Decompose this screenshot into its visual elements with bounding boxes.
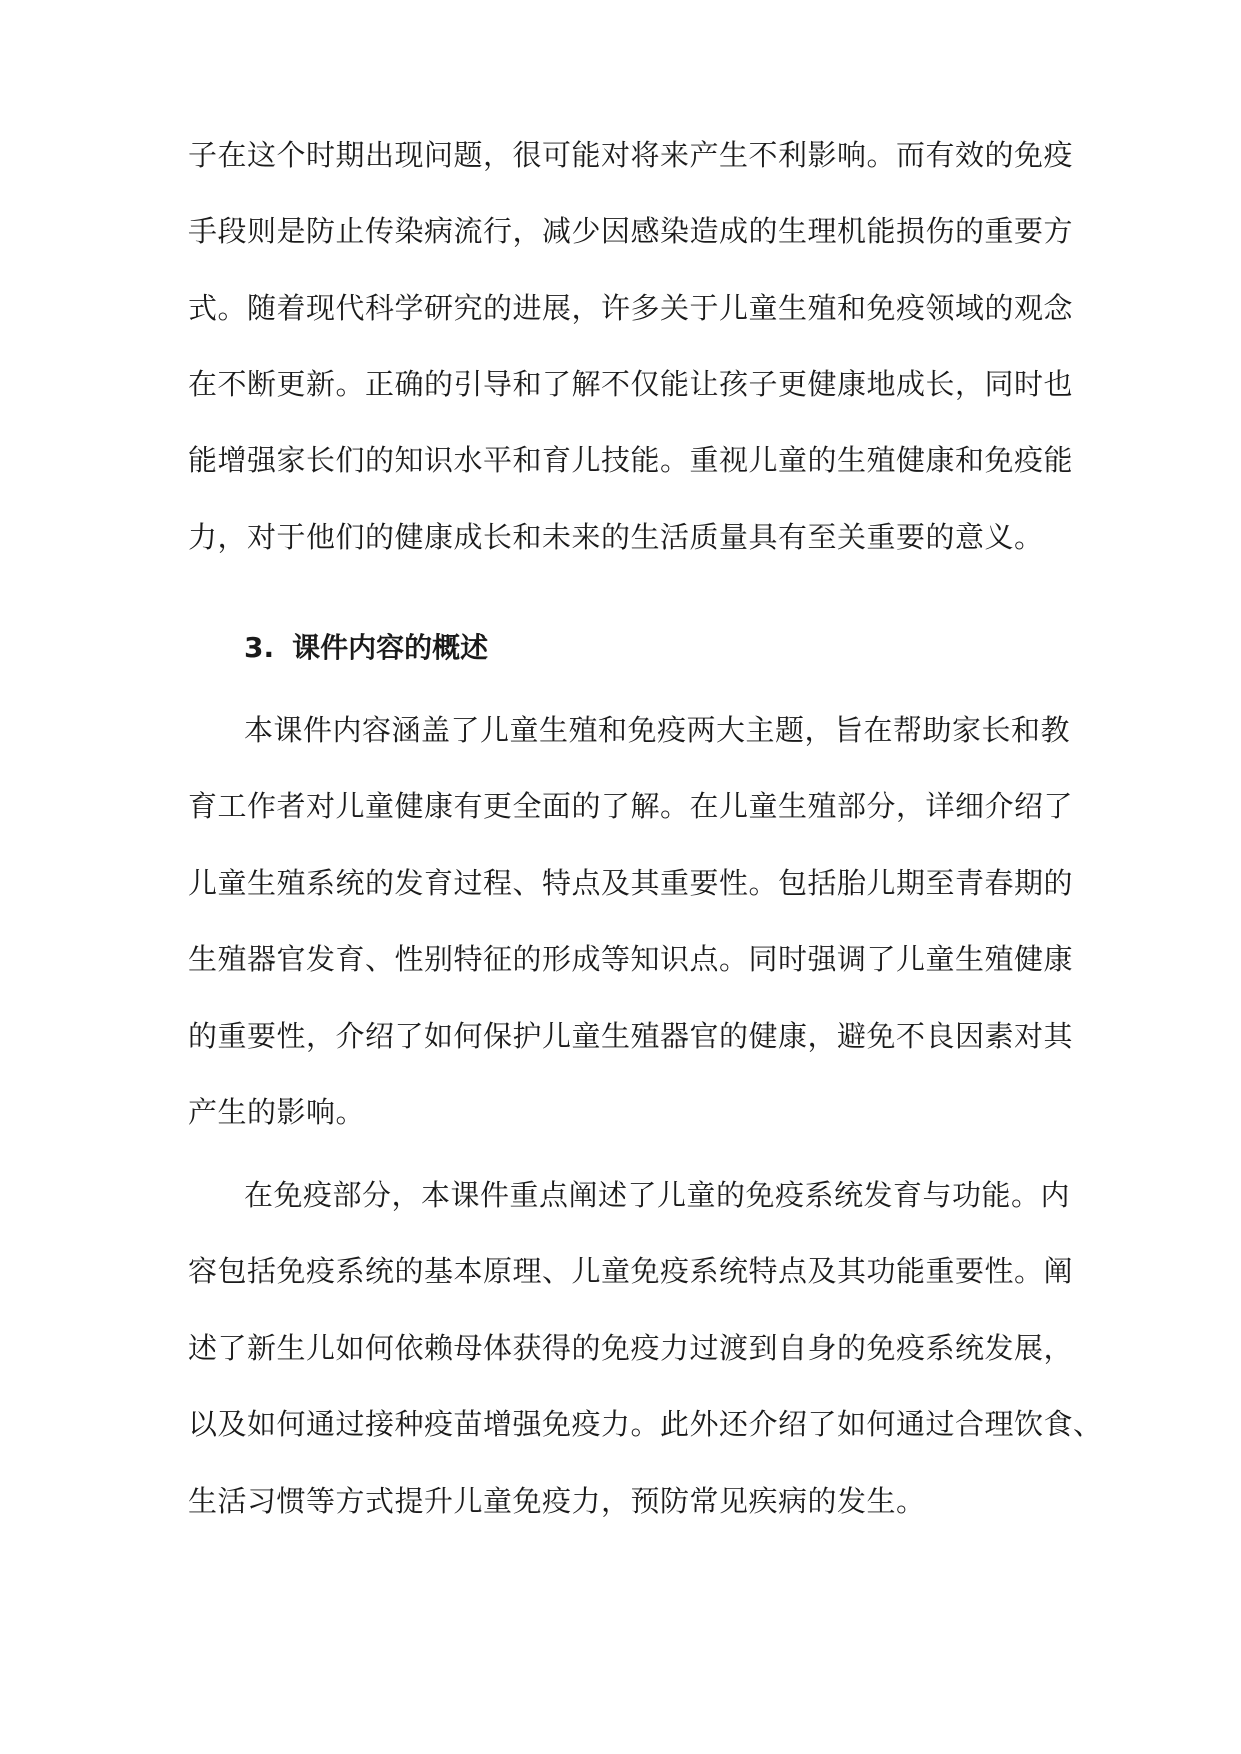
paragraph-line: 能增强家长们的知识水平和育儿技能。重视儿童的生殖健康和免疫能 — [188, 443, 1074, 477]
section-heading — [244, 628, 488, 668]
paragraph-line: 在免疫部分，本课件重点阐述了儿童的免疫系统发育与功能。内 — [244, 1178, 1071, 1212]
paragraph-line: 子在这个时期出现问题，很可能对将来产生不利影响。而有效的免疫 — [188, 138, 1074, 172]
section-title: 课件内容的概述 — [292, 631, 489, 664]
paragraph-line: 生活习惯等方式提升儿童免疫力，预防常见疾病的发生。 — [188, 1484, 926, 1518]
paragraph-line: 生殖器官发育、性别特征的形成等知识点。同时强调了儿童生殖健康 — [188, 942, 1074, 976]
paragraph-line: 育工作者对儿童健康有更全面的了解。在儿童生殖部分，详细介绍了 — [188, 789, 1074, 823]
paragraph-line: 以及如何通过接种疫苗增强免疫力。此外还介绍了如何通过合理饮食、 — [188, 1407, 1103, 1441]
paragraph-line: 儿童生殖系统的发育过程、特点及其重要性。包括胎儿期至青春期的 — [188, 866, 1074, 900]
paragraph-line: 述了新生儿如何依赖母体获得的免疫力过渡到自身的免疫系统发展， — [188, 1331, 1074, 1365]
paragraph-line: 本课件内容涵盖了儿童生殖和免疫两大主题，旨在帮助家长和教 — [244, 713, 1071, 747]
paragraph-line: 力，对于他们的健康成长和未来的生活质量具有至关重要的意义。 — [188, 520, 1044, 554]
paragraph-line: 产生的影响。 — [188, 1095, 366, 1129]
section-number: 3. — [244, 631, 275, 664]
paragraph-line: 式。随着现代科学研究的进展，许多关于儿童生殖和免疫领域的观念 — [188, 291, 1074, 325]
paragraph-line: 容包括免疫系统的基本原理、儿童免疫系统特点及其功能重要性。阐 — [188, 1254, 1074, 1288]
paragraph-line: 在不断更新。正确的引导和了解不仅能让孩子更健康地成长，同时也 — [188, 367, 1074, 401]
paragraph-line: 的重要性，介绍了如何保护儿童生殖器官的健康，避免不良因素对其 — [188, 1019, 1074, 1053]
paragraph-line: 手段则是防止传染病流行，减少因感染造成的生理机能损伤的重要方 — [188, 214, 1074, 248]
